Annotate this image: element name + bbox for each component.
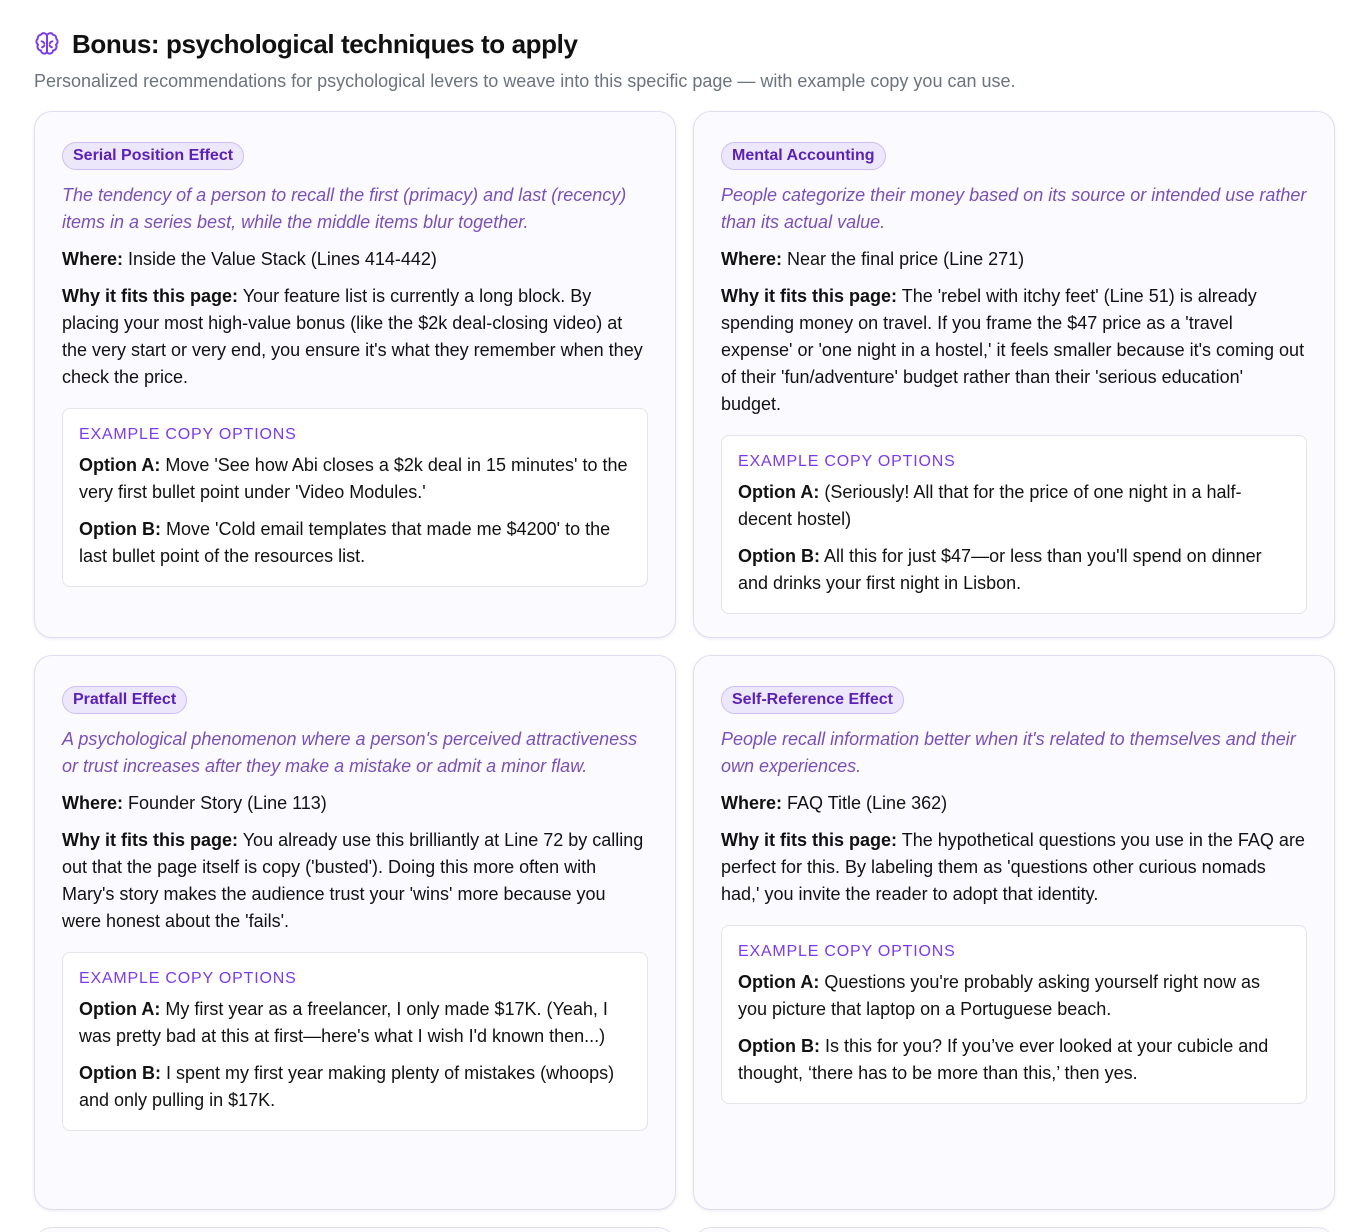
option-a-text: My first year as a freelancer, I only made $17K. (Yeah, I was pretty bad at this at first—here's what I wish I'd known then...)	[79, 999, 608, 1046]
why-line	[721, 283, 1307, 418]
where-value: FAQ Title (Line 362)	[787, 793, 948, 813]
why-line	[62, 283, 648, 391]
technique-card	[693, 655, 1335, 1210]
example-copy-box	[62, 952, 648, 1131]
technique-card-partial	[693, 1227, 1335, 1232]
where-label: Where:	[721, 793, 783, 813]
why-value: Your feature list is currently a long block. By placing your most high-value bonus (like the $2k deal-closing video) at the very start or very end, you ensure it's what they remember when they check the price.	[62, 286, 643, 387]
option-b-label: Option B:	[79, 519, 161, 539]
page-title: Bonus: psychological techniques to apply	[72, 28, 578, 59]
technique-badge: Serial Position Effect	[62, 142, 244, 170]
example-copy-title: EXAMPLE COPY OPTIONS	[738, 943, 956, 960]
where-value: Inside the Value Stack (Lines 414-442)	[128, 249, 437, 269]
option-a-text: (Seriously! All that for the price of one night in a half-decent hostel)	[738, 482, 1242, 529]
option-a-text: Move 'See how Abi closes a $2k deal in 15 minutes' to the very first bullet point under 'Video Modules.'	[79, 455, 628, 502]
technique-definition: The tendency of a person to recall the first (primacy) and last (recency) items in a series best, while the middle items blur together.	[62, 185, 627, 232]
option-b-text: I spent my first year making plenty of mistakes (whoops) and only pulling in $17K.	[79, 1063, 615, 1110]
option-a	[79, 452, 631, 506]
where-value: Near the final price (Line 271)	[787, 249, 1025, 269]
technique-cards-grid	[34, 111, 1326, 1232]
where-line	[62, 790, 648, 817]
why-label: Why it fits this page:	[62, 286, 239, 306]
example-copy-box	[62, 408, 648, 587]
technique-definition: People categorize their money based on its source or intended use rather than its actual value.	[721, 185, 1307, 232]
technique-card-partial	[34, 1227, 676, 1232]
technique-card	[34, 655, 676, 1210]
option-a-label: Option A:	[79, 999, 161, 1019]
example-copy-title: EXAMPLE COPY OPTIONS	[738, 453, 956, 470]
why-value: The hypothetical questions you use in the FAQ are perfect for this. By labeling them as 'questions other curious nomads had,' you invite the reader to adopt that identity.	[721, 830, 1305, 904]
technique-badge: Pratfall Effect	[62, 686, 187, 714]
technique-badge: Mental Accounting	[721, 142, 886, 170]
why-line	[62, 827, 648, 935]
option-a-label: Option A:	[738, 482, 820, 502]
option-b-text: Move 'Cold email templates that made me $4200' to the last bullet point of the resources list.	[79, 519, 611, 566]
where-label: Where:	[62, 249, 124, 269]
brain-icon	[34, 31, 60, 57]
option-a	[79, 996, 631, 1050]
where-line	[721, 790, 1307, 817]
technique-badge: Self-Reference Effect	[721, 686, 904, 714]
option-a-label: Option A:	[738, 972, 820, 992]
where-label: Where:	[62, 793, 124, 813]
technique-card	[34, 111, 676, 638]
why-label: Why it fits this page:	[721, 830, 898, 850]
where-value: Founder Story (Line 113)	[128, 793, 327, 813]
option-b-text: All this for just $47—or less than you'll spend on dinner and drinks your first night in Lisbon.	[738, 546, 1262, 593]
why-value: The 'rebel with itchy feet' (Line 51) is already spending money on travel. If you frame the $47 price as a 'travel expense' or 'one night in a hostel,' it feels smaller because it's coming out of their 'fun/adventure' budget rather than their 'serious education' budget.	[721, 286, 1305, 414]
why-label: Why it fits this page:	[62, 830, 239, 850]
option-b-text: Is this for you? If you’ve ever looked at your cubicle and thought, ‘there has to be more than this,’ then yes.	[738, 1036, 1269, 1083]
option-b-label: Option B:	[79, 1063, 161, 1083]
why-line	[721, 827, 1307, 908]
option-a	[738, 969, 1290, 1023]
technique-card	[693, 111, 1335, 638]
option-a-text: Questions you're probably asking yourself right now as you picture that laptop on a Portuguese beach.	[738, 972, 1260, 1019]
example-copy-title: EXAMPLE COPY OPTIONS	[79, 426, 297, 443]
example-copy-box	[721, 925, 1307, 1104]
where-line	[62, 246, 648, 273]
where-label: Where:	[721, 249, 783, 269]
option-b	[79, 1060, 631, 1114]
option-b-label: Option B:	[738, 1036, 820, 1056]
option-b	[738, 1033, 1290, 1087]
why-value: You already use this brilliantly at Line 72 by calling out that the page itself is copy ('busted'). Doing this more often with Mary's story makes the audience trust your 'wins' more because you were honest about the 'fails'.	[62, 830, 644, 931]
why-label: Why it fits this page:	[721, 286, 898, 306]
option-a-label: Option A:	[79, 455, 161, 475]
technique-definition: People recall information better when it's related to themselves and their own experiences.	[721, 729, 1296, 776]
option-b	[738, 543, 1290, 597]
example-copy-box	[721, 435, 1307, 614]
example-copy-title: EXAMPLE COPY OPTIONS	[79, 970, 297, 987]
section-header	[34, 0, 1326, 94]
page-subtitle: Personalized recommendations for psychological levers to weave into this specific page — with example copy you can use.	[34, 71, 1016, 91]
where-line	[721, 246, 1307, 273]
technique-definition: A psychological phenomenon where a person's perceived attractiveness or trust increases after they make a mistake or admit a minor flaw.	[62, 729, 638, 776]
option-b	[79, 516, 631, 570]
title-row	[34, 28, 1326, 60]
option-b-label: Option B:	[738, 546, 820, 566]
option-a	[738, 479, 1290, 533]
